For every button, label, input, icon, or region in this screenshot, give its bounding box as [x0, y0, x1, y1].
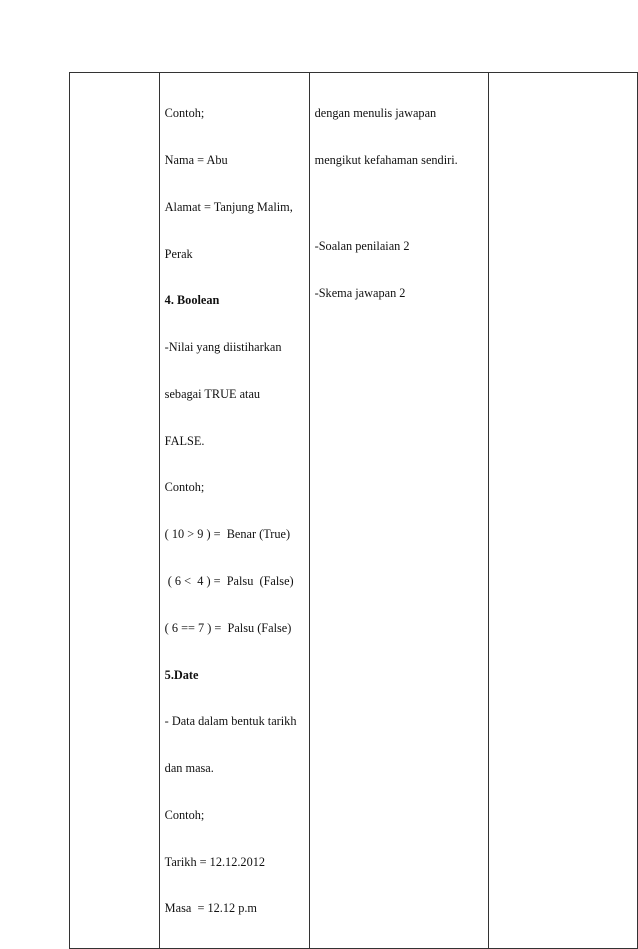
text-line: -Skema jawapan 2: [314, 285, 406, 300]
table-row: [70, 73, 638, 949]
text-line: Tarikh = 12.12.2012: [164, 854, 266, 869]
table-cell-empty-right: [488, 73, 637, 949]
table-cell-content: [159, 73, 309, 949]
notes-text-block: [310, 73, 488, 333]
text-line: ( 6 < 4 ) = Palsu (False): [164, 574, 294, 588]
table-cell-notes: [309, 73, 488, 949]
section-heading-date: 5.Date: [164, 667, 199, 682]
text-line: Alamat = Tanjung Malim,: [164, 199, 293, 214]
text-line: ( 6 == 7 ) = Palsu (False): [164, 620, 292, 635]
text-line: Contoh;: [164, 807, 205, 822]
text-line: -Soalan penilaian 2: [314, 238, 410, 253]
text-line: Masa = 12.12 p.m: [164, 901, 257, 916]
text-line: Nama = Abu: [164, 152, 228, 167]
text-line: Contoh;: [164, 106, 205, 121]
text-line: Perak: [164, 246, 193, 261]
text-line: - Data dalam bentuk tarikh: [164, 714, 297, 729]
document-table: [69, 72, 638, 949]
text-line: dengan menulis jawapan: [314, 106, 437, 121]
section-heading-boolean: 4. Boolean: [164, 293, 220, 308]
text-line: Contoh;: [164, 480, 205, 495]
text-line: FALSE.: [164, 433, 205, 448]
content-text-block: [160, 73, 309, 948]
text-line: sebagai TRUE atau: [164, 386, 261, 401]
text-line: mengikut kefahaman sendiri.: [314, 152, 458, 167]
table-cell-empty-left: [70, 73, 160, 949]
text-line: ( 10 > 9 ) = Benar (True): [164, 527, 291, 542]
text-line: -Nilai yang diistiharkan: [164, 340, 282, 355]
line-spacer: [315, 200, 488, 208]
text-line: dan masa.: [164, 761, 214, 776]
